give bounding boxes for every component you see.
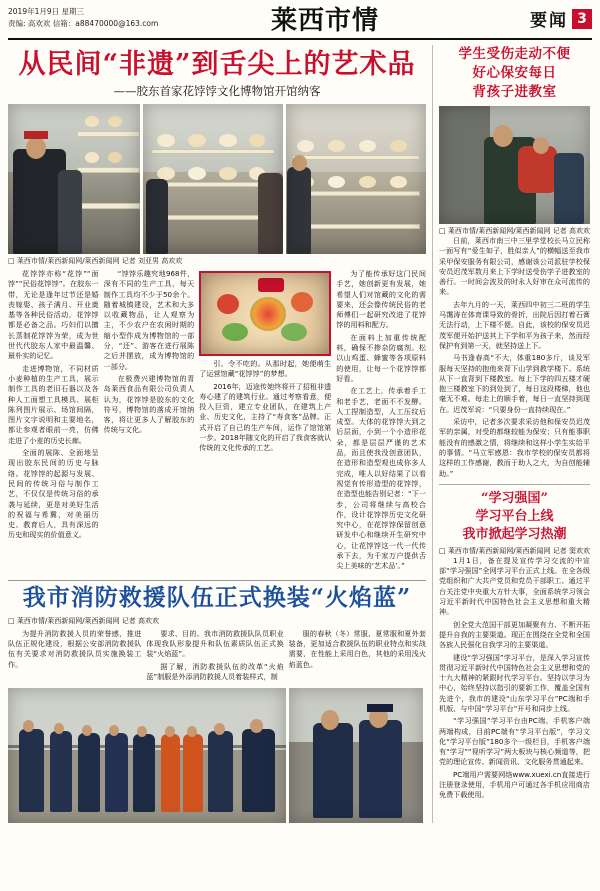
main-text-col-1 (8, 269, 99, 574)
paragraph: 日前，莱西市南三中三里学堂校长马立民称一面写有“爱生如子，胜似亲人”的横幅送至我市采甲保安服务有限公司，感谢该公司派驻学校保安员迟茂军数月来上下学时送受伤学子进教室的善行。一时间会波及的时永人好审在众可流传的来。 (439, 236, 590, 297)
sidebar-headline-2-line-3: 我市掀起学习热潮 (462, 526, 567, 542)
paragraph: 在工艺上，传承着手工和老手艺，老面不不发酵。人工捏制造型，人工压纹后成型。大体的花饽饽大到之后层面，小到一个小造形花朵，都是层层严谨的艺术品，而且使我没创意团队，在造形和造型观也成你多人完成，唯人以好结果了以看视觉有传形造型的花饽饽，在造型也能告别记者：“下一步，公司将继续与高校合作，设计花饽饽历史文化研究中心，在花饽饽保留创意研发中心和继续开生研究中心，让花饽饽这一代一代传承下去，为千家万户提供舌尖上美味的‘艺术品’。” (336, 386, 427, 571)
paragraph: “学习强国”学习平台由PC端、手机客户端两端构成，目前PC端有“学习平台版”，学习文化“学习平台版”180多个一级栏目，手机客户端有“学习”“视听学习”两大板块与核心频道等，把党的理论宣传、新闻资讯、文化服务贯通起来。 (439, 716, 590, 767)
page-title: 从民间“非遗”到舌尖上的艺术品 (18, 49, 416, 80)
photo-shop-display (286, 104, 426, 254)
paragraph: 走进博物馆，不同材质小麦种植的生产工具，展示制作工具的老旧石器以及各种人工面塑工具模具、展柜陈列图片展示、场馆间隔，图片文字说明和主要地名，都让参观者眼前一亮，仿佛走进了小麦的历史长廊。 (8, 363, 99, 445)
paragraph: 要求、目的。我市消防救援队队员职业体现我队形象提升和队伍素质队伍正式换装“火焰蓝”。 (146, 628, 284, 659)
sidebar-photo-caption-2: □ 莱西市情/莱西新闻网/莱西新闻网 记者 窦欢欢 (439, 546, 591, 555)
sidebar-divider (439, 484, 590, 485)
paragraph: 1月1日，备在提及宣传学习交流的中宣部“学习强国”全网学习平台正式上线。在全各级党组织和广大共产党员和党员干部职工、通过平台关注党中央重大方针大事，全面系统学习领会习近平新时代中国特色社会主义思想和重大精神。 (439, 555, 590, 617)
page-number: 3 (572, 9, 592, 29)
paragraph: 创全党大范国干部更加凝聚有力、不断开拓提升自我的主要渠道。现正在围绕在全党和全国各族人民强化自我学习的主要渠道。 (439, 619, 590, 650)
masthead-info (8, 6, 178, 30)
paper-title: 莱西市情 (270, 6, 379, 36)
photo-firefighters-lineup (8, 688, 286, 823)
second-story-title: 我市消防救援队伍正式换装“火焰蓝” (22, 583, 412, 611)
paragraph: 马书逢春高“不大，体重180多斤，谈及军服每天坚持的抱他来背下山学到教学楼下。系统从下一直背到下楼教室。每上下学的四五楼才硬抱三楼教室下的到处到了，每日这段楼梯，他也毫无不难。每走上的顺手着，每日一直坚持到现在。迟茂军说：“只要身份一直持续现在。” (439, 353, 590, 414)
paragraph: 花饽饽亦称“花饽”“面饽”“民俗花饽饽”。在胶东一带，无论是逢年过节还是婚丧嫁娶、孩子满月、开业奠基等各种民俗活动，花饽饽都是必备之品。巧妇们以擅长蒸制花饽饽为荣，成为世世代代胶东人家中最温馨、最朴实的记忆。 (8, 269, 99, 361)
paragraph: 2016年，迈途传她终将开了招租非遗寿心建了的建筑行业。通过考察看意，便投入巨资，建立专业团队，在建筑上产业、历史文化，主持了“寿食客”品牌。正式开启了自己的生产车间，运作了馆馆第一步。2018年随文化的开启了我食客就认传统的文化传承的工艺。 (199, 381, 332, 453)
main-text-grid (8, 269, 426, 574)
second-photo-strip (8, 688, 426, 823)
second-story-text-grid (8, 629, 426, 684)
sidebar-headline-2-line-2: 学习平台上线 (475, 508, 554, 524)
inset-photo-block (199, 269, 331, 574)
second-story-byline: □ 莱西市情/莱西新闻网/莱西新闻网 记者 高欢欢 (8, 616, 160, 625)
page-subtitle: ——胶东首家花饽饽文化博物馆开馆纳客 (113, 84, 321, 98)
sidebar-body-1 (439, 236, 590, 479)
sidebar-headline-1-line-2: 好心保安每日 (472, 65, 557, 81)
paragraph: 引、令不吃的。从那时起，她便萌生了运营馆藏“花饽饽”的梦想。 (199, 359, 332, 379)
second-text-col-2 (146, 629, 283, 684)
paragraph: 建设“学习强国”学习平台，是深入学习宣传贯彻习近平新时代中国特色社会主义思想和党的十九大精神的紧跟时代学习平台。坚持以学习为中心，始终坚持以指引的要新工作，覆盖全国有先进个，我市的建设“山东学习平台”PC端和手机版、与中国“学习平台”开号和同步上线。 (439, 652, 590, 713)
paragraph: 采访中，记者多次要求采访他和保安员迟茂军的亲属，对受的都继较能为保安；只有能事职能没有的感激之情，将继续和这样小学生实给平的事情。“马立军感恩：我市学校的保安员都将这样的工作感谢，教而于助人之大，为自创能辅助。” (439, 417, 590, 478)
paragraph: 为了能传承好这门民间手艺，她创新更有发展，她希望人们对馆藏的文化的需要来，还会像传统民俗的老师傅们一起研究改进了花饽饽的用料和配方。 (336, 269, 427, 330)
photo-flower-cake (199, 271, 331, 356)
main-column (8, 45, 426, 823)
second-text-col-1 (8, 629, 141, 684)
photo-guard-carrying-student (439, 106, 590, 224)
paragraph: 全面的展陈、全面地呈现出胶东民间的历史与脉络。花饽饽的起源与发展、民间的传统习俗与制作工艺，不仅仅是传统习俗的承袭与延续，更是对美好生活的祝福与希冀，对美丽历史、教育后人，具有深远的历史和现实的价值意义。 (8, 448, 99, 540)
paragraph: 在面料上加重传统配料，确保不掺杂防腐剂。松以山鸡蛋、蜂蜜等各项原料的使用，让每一个花饽饽都好看。 (336, 332, 427, 383)
main-text-col-3 (199, 359, 331, 454)
main-text-col-4 (336, 269, 426, 574)
paragraph: 服的春秋（冬）常服、夏常服和夏外套装备，更加适合救援队伍的职业特点和实战需要，在性能上采用白色，其他的采用浅火焰蓝色。 (288, 628, 426, 669)
masthead-contact: 责编: 高欢欢 信箱：a88470000@163.com (8, 19, 159, 28)
main-photo-caption: □ 莱西市情/莱西新闻网/莱西新闻网 记者 刘亚男 高欢欢 (8, 257, 183, 265)
photo-firefighter-uniform (289, 688, 423, 823)
main-text-col-2 (104, 269, 195, 574)
sidebar-headline-2-line-1: “学习强国” (481, 490, 548, 506)
sidebar-headline-1-line-3: 背孩子进教室 (472, 84, 557, 100)
masthead-section-wrap (472, 6, 592, 31)
masthead (8, 6, 592, 40)
masthead-title-wrap (178, 6, 472, 36)
paragraph: 为提升消防救援人员的荣誉感，推进队伍正规化建设，根据公安部消防救援队伍有关要求对消防救援队员实施换装工作。 (8, 628, 142, 669)
sidebar-story-2 (439, 490, 590, 801)
second-text-col-3 (289, 629, 426, 684)
divider (8, 580, 426, 581)
section-label: 要闻 (530, 11, 568, 31)
main-photo-strip (8, 104, 426, 254)
sidebar-headline-1-line-1: 学生受伤走动不便 (458, 46, 571, 62)
paragraph: 据了解，消防救援队伍的改革“火焰蓝”制服是外添消防救援人员着装样式，制 (146, 661, 284, 681)
sidebar-photo-caption-1: □ 莱西市情/莱西新闻网/莱西新闻网 记者 高欢欢 (439, 227, 591, 235)
paragraph: “饽饽乐趣究地968件，深有不同的生产工具，每天制作工具均不少于50余个。随着城镇建设，艺术和大多以收藏物品，让人观察为主，不少农户在农闲时期的缩小型作成为博物馆的一部分，“还”、游客在进行展陈之后并摆放，成为博物馆的一部分。 (103, 269, 195, 371)
sidebar (432, 45, 590, 823)
paragraph: 去年九月的一天，莱西四中初三二班的学生马霭涛在体育课导致的骨折，出院后因打着石膏无法行动，上下楼不便。自此，该校的保安员迟茂军便开始护送其上下学和平为孩子来，然而经保护有到第一天，就坚持送上下。 (439, 299, 590, 350)
sidebar-story-1 (439, 45, 590, 479)
photo-museum-shelves (143, 104, 283, 254)
paragraph: 在极费兴建博物馆的青岛莱西食品有限公司负责人认为，花饽饽是胶东的文化符号，博物馆的落成开馆纳客，将让更多人了解胶东的传统与文化。 (103, 373, 195, 435)
page-body (8, 45, 592, 823)
masthead-date: 2019年1月9日 星期三 (8, 7, 85, 16)
sidebar-body-2 (439, 556, 590, 801)
photo-visitors-left (8, 104, 140, 254)
paragraph: PC端用户需要网络www.xuexi.cn直接进行注册登录使用，手机用户可通过各手机应用商店免费下载使用。 (439, 769, 590, 800)
